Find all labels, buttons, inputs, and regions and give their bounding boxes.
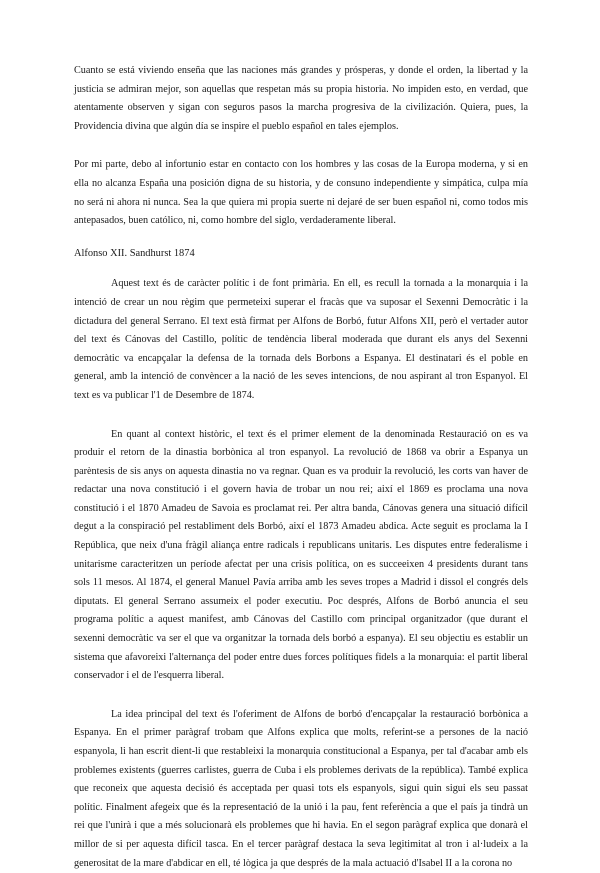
quote-signature: Alfonso XII. Sandhurst 1874: [74, 247, 195, 259]
paragraph-historical-context: En quant al context històric, el text és el primer element de la denominada Restauració on es va produir el retorn de la dinastia borbònica al tron espanyol. La revolució de 1868 va obrir a Espanya un parèntesis de sis anys on aquesta dinastia no va regnar. Quan es va produir la revolució, les corts van haver de redactar una nova constitució i el govern havia de trobar un nou rei; així el 1869 es proclama una nova constitució i el 1870 Amadeu de Savoia es proclamat rei. Per altra banda, Cánovas genera una situació difícil degut a la conspiració pel restabliment dels Borbó, així el 1873 Amadeu abdica. Acte seguit es proclama la I República, que neix d'una fràgil aliança entre radicals i republicans unitaris. Les disputes entre federalisme i unitarisme caracteritzen un període afectat per una crisis política, on es succeeixen 4 presidents durant tans sols 11 mesos. Al 1874, el general Manuel Pavía arriba amb les seves tropes a Madrid i dissol el congrés dels diputats. El general Serrano assumeix el poder executiu. Poc després, Alfons de Borbó anuncia el seu programa polític a aquest manifest, amb Cánovas del Castillo com principal organitzador (que durant el sexenni democràtic va ser el que va organitzar la tornada dels borbó a espanya). El seu objectiu es establir un sistema que afavoreixi l'alternança del poder entre dues forces polítiques fidels a la monarquia: el partit liberal conservador i el de l'esquerra liberal.: [74, 428, 528, 682]
quote-paragraph-1: Cuanto se está viviendo enseña que las naciones más grandes y prósperas, y donde el orden, la libertad y la justicia se admiran mejor, son aquellas que respetan más su propia historia. No impiden esto, en verdad, que atentamente observen y sigan con seguros pasos la marcha progresiva de la civilización. Quiera, pues, la Providencia divina que algún día se inspire el pueblo español en tales ejemplos.: [74, 65, 528, 132]
document-page: [74, 62, 528, 873]
paragraph-main-idea: La idea principal del text és l'oferiment de Alfons de borbó d'encapçalar la restauració borbònica a Espanya. En el primer paràgraf trobam que Alfons explica que molts, referint-se a persones de la nació espanyola, li han escrit dient-li que restableixi la monarquia constitucional a Espanya, per tal d'acabar amb els problemes existents (guerres carlistes, guerra de Cuba i els problemes derivats de la república). També explica que reconeix que aquesta decisió és acceptada per quasi tots els espanyols, sigui quin sigui els seu passat polític. Finalment afegeix que és la representació de la unió i la pau, fent referència a que el país ja tindrà un rei que l'unirà i que a més solucionarà els problemes que hi havia. En el segon paràgraf explica que donarà el millor de si per aquesta difícil tasca. En el tercer paràgraf destaca la seva legitimitat al tron i al·ludeix a la generositat de la mare d'abdicar en ell, té lògica ja que després de la mala actuació d'Isabel II a la corona no: [74, 708, 528, 869]
paragraph-introduction: Aquest text és de caràcter polític i de font primària. En ell, es recull la tornada a la monarquia i la intenció de crear un nou règim que permeteixi superar el fracàs que va suposar el Sexenni Democràtic i la dictadura del general Serrano. El text està firmat per Alfons de Borbó, futur Alfons XII, però el vertader autor del text és Cánovas del Castillo, polític de tendència liberal moderada que durant els anys del Sexenni democràtic va encapçalar la defensa de la tornada dels Borbons a Espanya. El destinatari és el poble en general, amb la intenció de convèncer a la nació de les seves intencions, de nou aspirant al tron Espanyol. El text es va publicar l'1 de Desembre de 1874.: [74, 278, 528, 401]
quote-paragraph-2: Por mi parte, debo al infortunio estar en contacto con los hombres y las cosas de la Europa moderna, y si en ella no alcanza España una posición digna de su historia, y de consuno independiente y simpática, culpa mía no será ni ahora ni nunca. Sea la que quiera mi propia suerte ni dejaré de ser buen español ni, como todos mis antepasados, buen católico, ni, como hombre del siglo, verdaderamente liberal.: [74, 159, 528, 227]
